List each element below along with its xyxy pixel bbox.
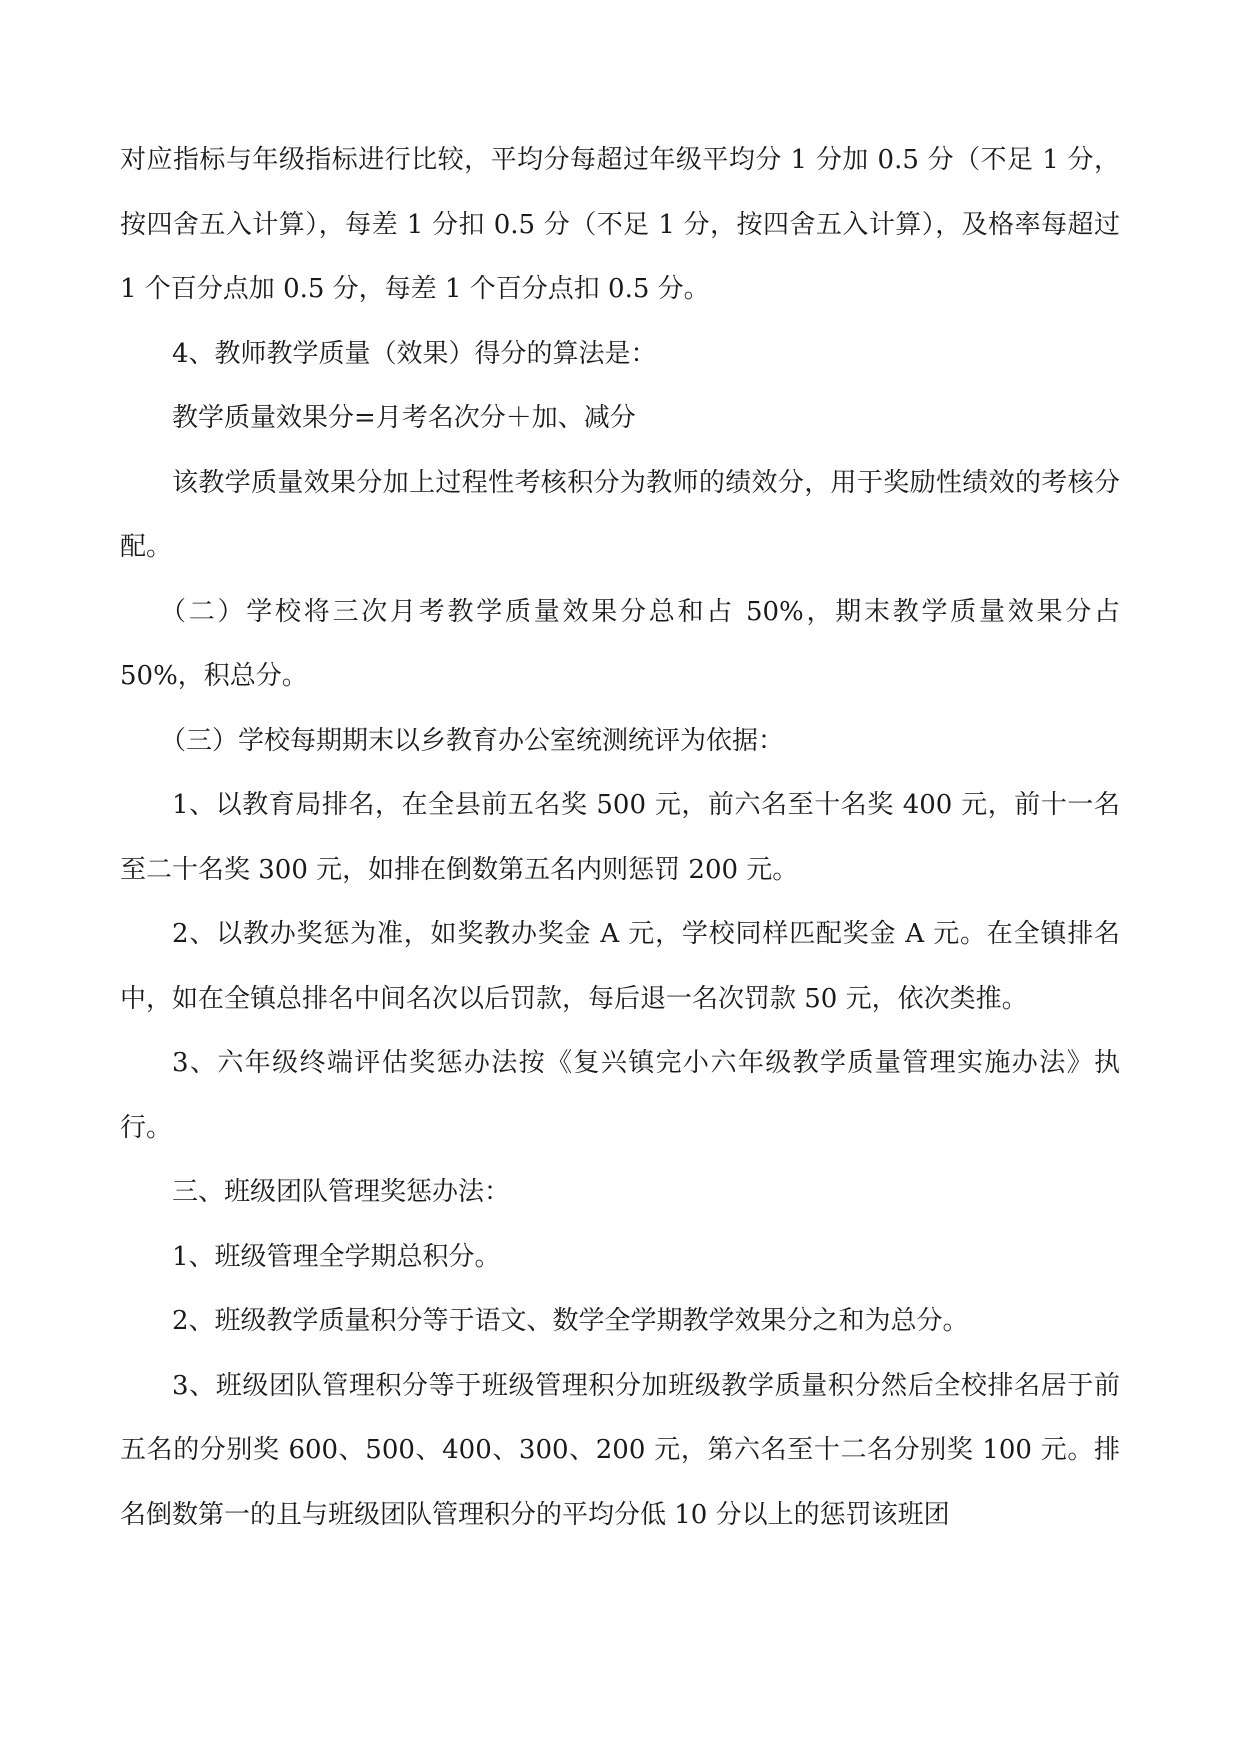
paragraph-section-two: （二）学校将三次月考教学质量效果分总和占 50%，期末教学质量效果分占 50%，积总分。 bbox=[120, 596, 1120, 691]
paragraph-grade-six-evaluation: 3、六年级终端评估奖惩办法按《复兴镇完小六年级教学质量管理实施办法》执行。 bbox=[120, 1048, 1120, 1143]
paragraph-score-algorithm-heading: 4、教师教学质量（效果）得分的算法是： bbox=[172, 338, 657, 369]
paragraph-county-ranking-rewards: 1、以教育局排名，在全县前五名奖 500 元，前六名至十名奖 400 元，前十一名至二十名奖 300 元，如排在倒数第五名内则惩罚 200 元。 bbox=[120, 790, 1120, 885]
paragraph-class-quality-score: 2、班级教学质量积分等于语文、数学全学期教学效果分之和为总分。 bbox=[172, 1306, 969, 1336]
paragraph-town-ranking-rewards: 2、以教办奖惩为准，如奖教办奖金 A 元，学校同样匹配奖金 A 元。在全镇排名中，如在全镇总排名中间名次以后罚款，每后退一名次罚款 50 元，依次类推。 bbox=[120, 919, 1120, 1014]
paragraph-class-team-heading: 三、班级团队管理奖惩办法： bbox=[172, 1177, 511, 1207]
paragraph-class-team-rewards: 3、班级团队管理积分等于班级管理积分加班级教学质量积分然后全校排名居于前五名的分别奖 600、500、400、300、200 元，第六名至十二名分别奖 100 元。排名倒数第一的且与班级团队管理积分的平均分低 10 分以上的惩罚该班团 bbox=[120, 1370, 1120, 1530]
paragraph-performance-score: 该教学质量效果分加上过程性考核积分为教师的绩效分，用于奖励性绩效的考核分配。 bbox=[120, 467, 1120, 562]
paragraph-class-management-score: 1、班级管理全学期总积分。 bbox=[172, 1241, 501, 1272]
paragraph-score-formula: 教学质量效果分=月考名次分＋加、减分 bbox=[172, 403, 636, 433]
paragraph-comparison-rules: 对应指标与年级指标进行比较，平均分每超过年级平均分 1 分加 0.5 分（不足 1 分，按四舍五入计算），每差 1 分扣 0.5 分（不足 1 分，按四舍五入计算），及格率每超过 1 个百分点加 0.5 分，每差 1 个百分点扣 0.5 分。 bbox=[120, 145, 1120, 304]
document-body bbox=[120, 128, 1120, 1547]
paragraph-section-three: （三）学校每期期末以乡教育办公室统测统评为依据： bbox=[160, 725, 785, 756]
